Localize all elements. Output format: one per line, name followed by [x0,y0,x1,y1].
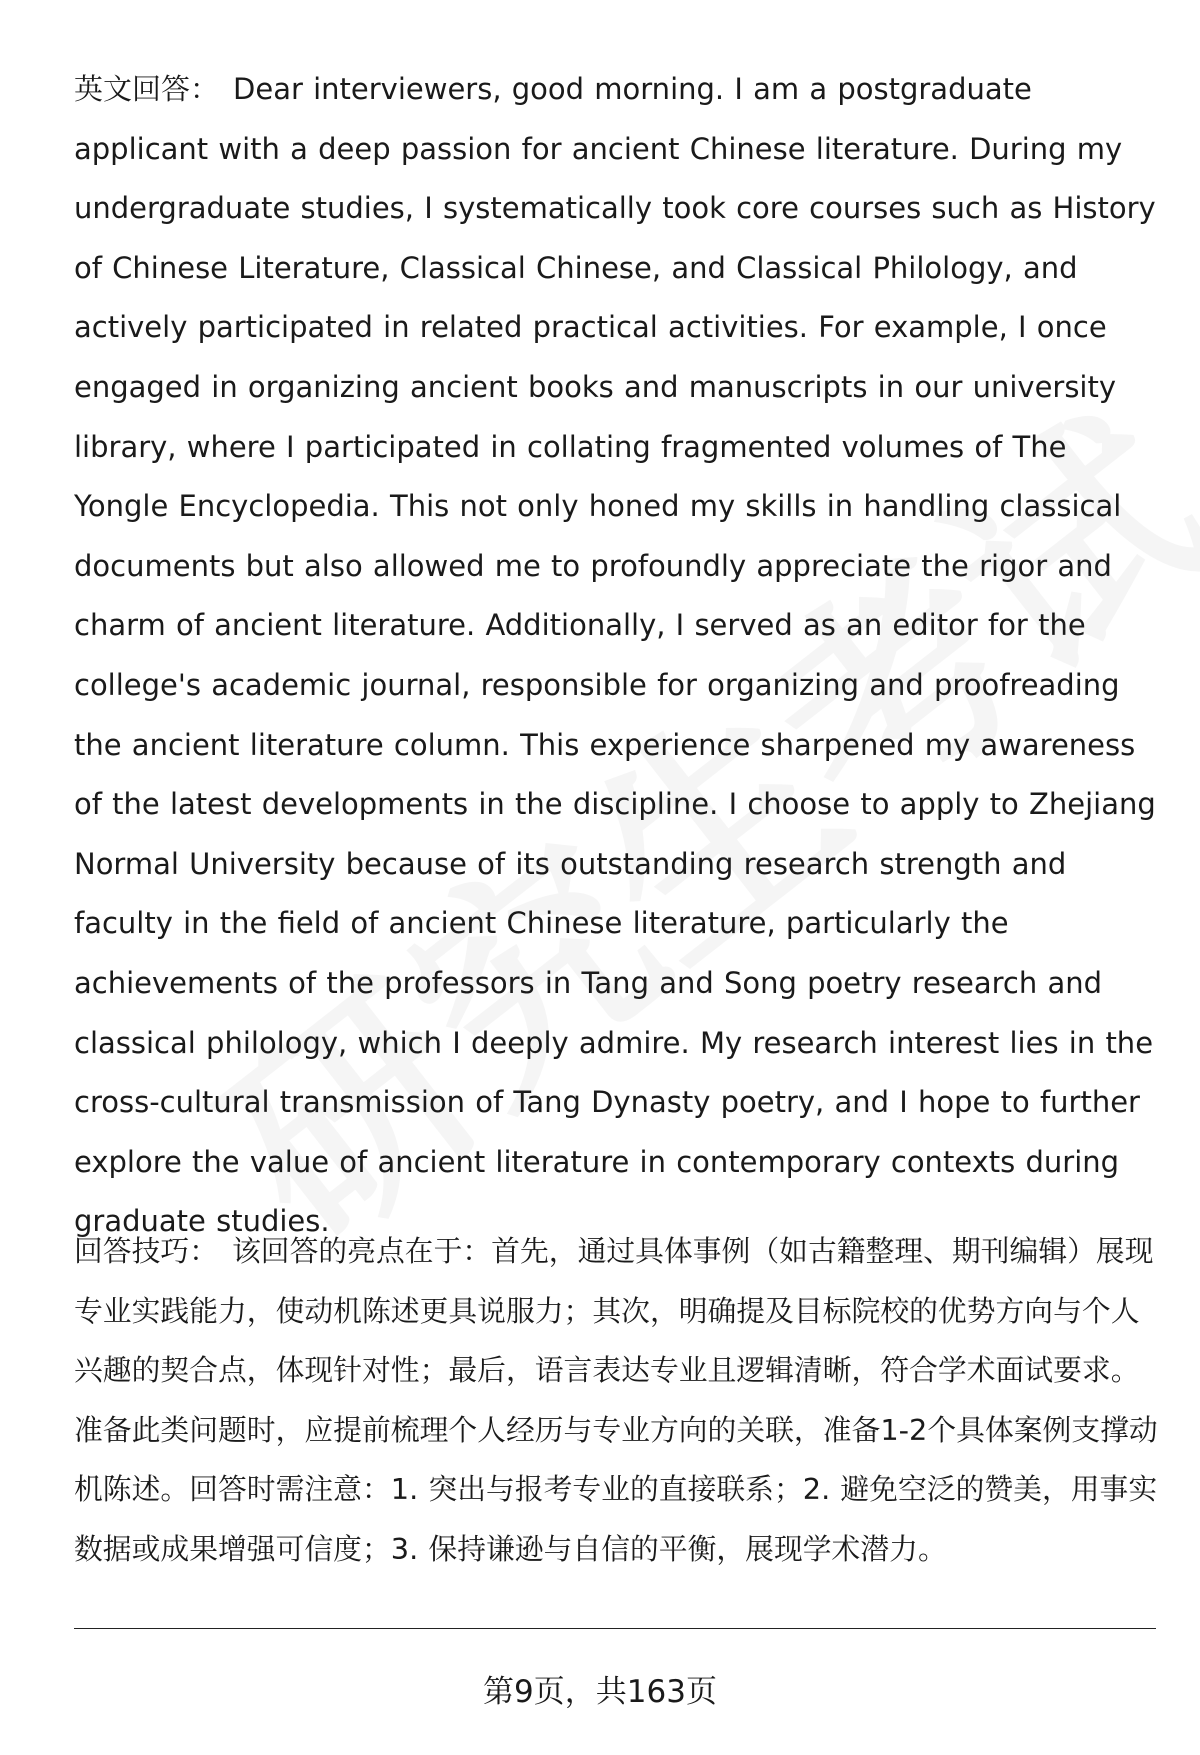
answer-tips-label: 回答技巧： [74,1234,218,1268]
footer-divider [74,1628,1156,1629]
english-answer-text: Dear interviewers, good morning. I am a postgraduate applicant with a deep passion for ancient Chinese literature. During my undergraduate studies, I systematically took core courses such as History of Chinese Literature, Classical Chinese, and Classical Philology, and actively participated in related practical activities. For example, I once engaged in organizing ancient books and manuscripts in our university library, where I participated in collating fragmented volumes of The Yongle Encyclopedia. This not only honed my skills in handling classical documents but also allowed me to profoundly appreciate the rigor and charm of ancient literature. Additionally, I served as an editor for the college's academic journal, responsible for organizing and proofreading the ancient literature column. This experience sharpened my awareness of the latest developments in the discipline. I choose to apply to Zhejiang Normal University because of its outstanding research strength and faculty in the field of ancient Chinese literature, particularly the achievements of the professors in Tang and Song poetry research and classical philology, which I deeply admire. My research interest lies in the cross-cultural transmission of Tang Dynasty poetry, and I hope to further explore the value of ancient literature in contemporary contexts during graduate studies. [74,72,1156,1239]
english-answer-paragraph [74,60,1160,1252]
answer-tips-text: 该回答的亮点在于：首先，通过具体事例（如古籍整理、期刊编辑）展现专业实践能力，使动机陈述更具说服力；其次，明确提及目标院校的优势方向与个人兴趣的契合点，体现针对性；最后，语言表达专业且逻辑清晰，符合学术面试要求。准备此类问题时，应提前梳理个人经历与专业方向的关联，准备1-2个具体案例支撑动机陈述。回答时需注意：1. 突出与报考专业的直接联系；2. 避免空泛的赞美，用事实数据或成果增强可信度；3. 保持谦逊与自信的平衡，展现学术潜力。 [74,1234,1158,1566]
answer-tips-paragraph [74,1222,1160,1579]
page-number: 第9页，共163页 [483,1674,717,1710]
english-answer-label: 英文回答： [74,72,220,106]
